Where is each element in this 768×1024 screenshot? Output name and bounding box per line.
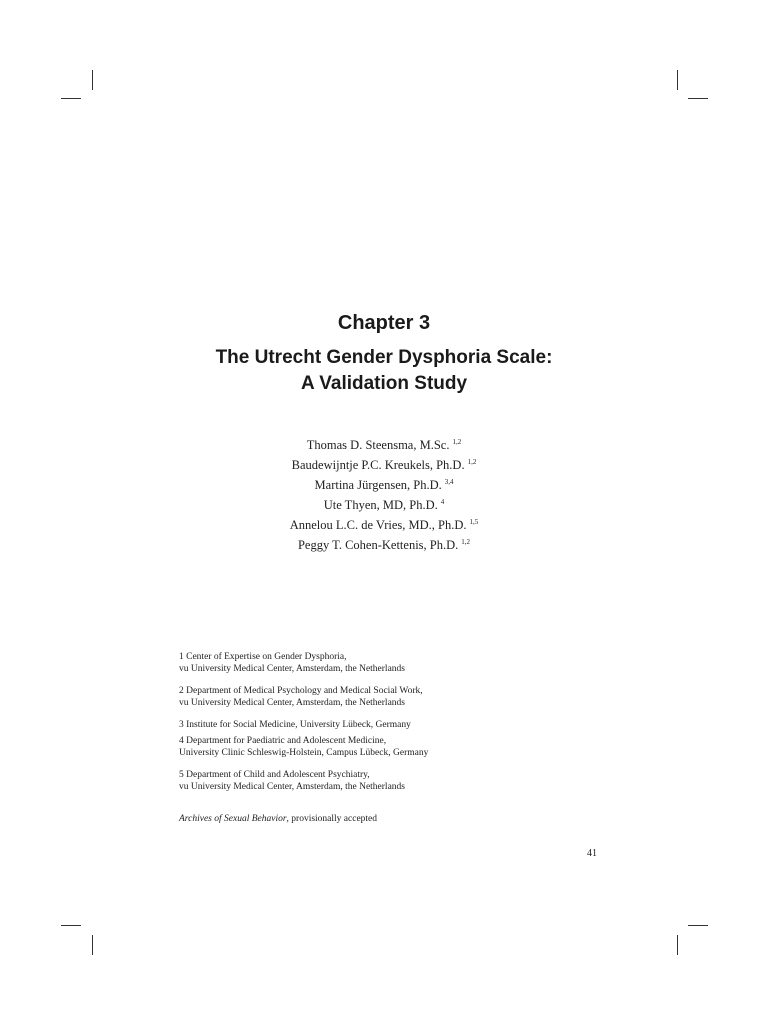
- journal-name: Archives of Sexual Behavior: [179, 814, 287, 824]
- affiliation: [179, 735, 599, 759]
- title-line: The Utrecht Gender Dysphoria Scale:: [215, 347, 553, 368]
- author-affiliation-ref: 1,2: [461, 538, 471, 546]
- crop-mark-top-left-vertical: [92, 70, 93, 90]
- affiliation-line: 5 Department of Child and Adolescent Psychiatry,: [179, 770, 370, 780]
- affiliation: [179, 651, 599, 675]
- affiliation-line: vu University Medical Center, Amsterdam, the Netherlands: [179, 664, 405, 674]
- affiliation-list: [179, 651, 599, 803]
- chapter-heading: Chapter 3: [337, 312, 431, 334]
- crop-mark-top-right-horizontal: [688, 98, 708, 99]
- affiliation-line: 2 Department of Medical Psychology and Medical Social Work,: [179, 686, 423, 696]
- affiliation-line: 4 Department for Paediatric and Adolescent Medicine,: [179, 736, 387, 746]
- author-name: Martina Jürgensen, Ph.D.: [314, 478, 442, 492]
- affiliation: [179, 685, 599, 709]
- publication-status: [179, 814, 377, 824]
- crop-mark-top-left-horizontal: [61, 98, 81, 99]
- title-line: A Validation Study: [300, 373, 468, 394]
- author-affiliation-ref: 3,4: [444, 478, 454, 486]
- crop-mark-bottom-left-vertical: [92, 935, 93, 955]
- author: [0, 494, 768, 514]
- affiliation-line: vu University Medical Center, Amsterdam, the Netherlands: [179, 782, 405, 792]
- author: [0, 514, 768, 534]
- affiliation-line: vu University Medical Center, Amsterdam, the Netherlands: [179, 698, 405, 708]
- author-affiliation-ref: 1,2: [452, 438, 462, 446]
- author-name: Thomas D. Steensma, M.Sc.: [306, 438, 450, 452]
- author-affiliation-ref: 1,2: [467, 458, 477, 466]
- author-name: Peggy T. Cohen-Kettenis, Ph.D.: [297, 538, 459, 552]
- author-name: Annelou L.C. de Vries, MD., Ph.D.: [289, 518, 467, 532]
- author-name: Ute Thyen, MD, Ph.D.: [323, 498, 438, 512]
- chapter-title: [0, 345, 768, 397]
- publication-status-text: , provisionally accepted: [286, 814, 378, 824]
- author: [0, 434, 768, 454]
- author-affiliation-ref: 4: [440, 498, 445, 506]
- author-name: Baudewijntje P.C. Kreukels, Ph.D.: [291, 458, 465, 472]
- crop-mark-top-right-vertical: [677, 70, 678, 90]
- affiliation-line: University Clinic Schleswig-Holstein, Campus Lübeck, Germany: [179, 748, 429, 758]
- author: [0, 454, 768, 474]
- affiliation: [179, 769, 599, 793]
- author-affiliation-ref: 1,5: [469, 518, 479, 526]
- affiliation-line: 3 Institute for Social Medicine, University Lübeck, Germany: [179, 720, 411, 730]
- crop-mark-bottom-left-horizontal: [61, 925, 81, 926]
- crop-mark-bottom-right-vertical: [677, 935, 678, 955]
- affiliation: [179, 719, 599, 731]
- affiliation-line: 1 Center of Expertise on Gender Dysphoria,: [179, 652, 347, 662]
- author: [0, 534, 768, 554]
- page-number: 41: [587, 848, 597, 859]
- author-list: [0, 434, 768, 554]
- crop-mark-bottom-right-horizontal: [688, 925, 708, 926]
- author: [0, 474, 768, 494]
